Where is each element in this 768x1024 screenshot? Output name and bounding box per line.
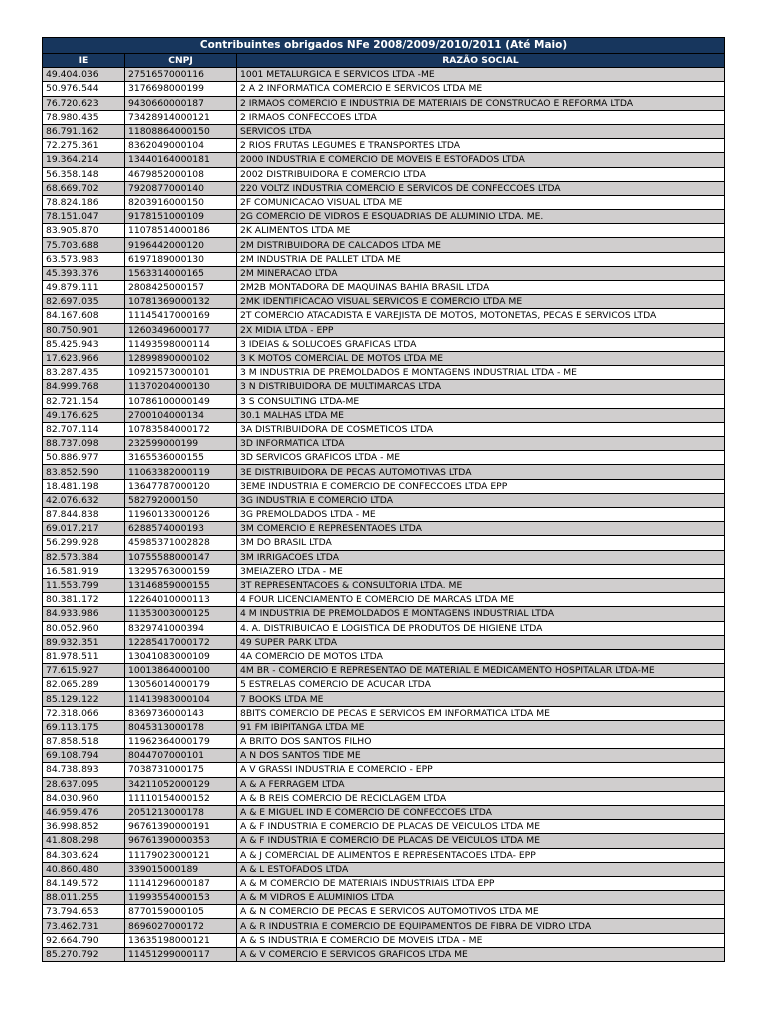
cell-ie: 49.404.036 (43, 68, 125, 82)
cell-ie: 73.794.653 (43, 905, 125, 919)
cell-razao-social: 5 ESTRELAS COMERCIO DE ACUCAR LTDA (237, 678, 725, 692)
cell-razao-social: 49 SUPER PARK LTDA (237, 635, 725, 649)
cell-razao-social: 1001 METALURGICA E SERVICOS LTDA -ME (237, 68, 725, 82)
cell-cnpj: 11110154000152 (125, 791, 237, 805)
cell-razao-social: 2002 DISTRIBUIDORA E COMERCIO LTDA (237, 167, 725, 181)
cell-ie: 75.703.688 (43, 238, 125, 252)
table-row (43, 153, 725, 167)
table-row (43, 124, 725, 138)
cell-ie: 11.553.799 (43, 578, 125, 592)
table-row (43, 380, 725, 394)
cell-cnpj: 8362049000104 (125, 139, 237, 153)
cell-razao-social: 3G PREMOLDADOS LTDA - ME (237, 508, 725, 522)
table-row (43, 578, 725, 592)
cell-cnpj: 11451299000117 (125, 947, 237, 961)
cell-ie: 82.707.114 (43, 422, 125, 436)
table-row (43, 720, 725, 734)
cell-razao-social: 91 FM IBIPITANGA LTDA ME (237, 720, 725, 734)
table-row (43, 309, 725, 323)
cell-cnpj: 12285417000172 (125, 635, 237, 649)
table-row (43, 68, 725, 82)
table-row (43, 493, 725, 507)
cell-cnpj: 96761390000191 (125, 820, 237, 834)
cell-ie: 46.959.476 (43, 805, 125, 819)
cell-ie: 42.076.632 (43, 493, 125, 507)
table-row (43, 550, 725, 564)
table-row (43, 919, 725, 933)
table-row (43, 479, 725, 493)
cell-cnpj: 8203916000150 (125, 195, 237, 209)
cell-cnpj: 6197189000130 (125, 252, 237, 266)
cell-razao-social: 2 A 2 INFORMATICA COMERCIO E SERVICOS LTDA ME (237, 82, 725, 96)
cell-cnpj: 12264010000113 (125, 593, 237, 607)
table-row (43, 408, 725, 422)
header-cnpj: CNPJ (125, 54, 237, 68)
cell-ie: 63.573.983 (43, 252, 125, 266)
cell-razao-social: 3 M INDUSTRIA DE PREMOLDADOS E MONTAGENS INDUSTRIAL LTDA - ME (237, 366, 725, 380)
cell-ie: 77.615.927 (43, 664, 125, 678)
cell-razao-social: 2F COMUNICACAO VISUAL LTDA ME (237, 195, 725, 209)
cell-razao-social: A & F INDUSTRIA E COMERCIO DE PLACAS DE VEICULOS LTDA ME (237, 820, 725, 834)
cell-ie: 56.299.928 (43, 536, 125, 550)
table-row (43, 848, 725, 862)
cell-ie: 78.980.435 (43, 110, 125, 124)
document-table-container (42, 37, 724, 962)
contribuintes-table (42, 37, 725, 962)
cell-razao-social: 2M INDUSTRIA DE PALLET LTDA ME (237, 252, 725, 266)
table-row (43, 564, 725, 578)
cell-cnpj: 9196442000120 (125, 238, 237, 252)
cell-ie: 69.113.175 (43, 720, 125, 734)
cell-ie: 69.108.794 (43, 749, 125, 763)
cell-ie: 82.697.035 (43, 295, 125, 309)
cell-razao-social: 3A DISTRIBUIDORA DE COSMETICOS LTDA (237, 422, 725, 436)
cell-cnpj: 10013864000100 (125, 664, 237, 678)
cell-ie: 78.151.047 (43, 210, 125, 224)
cell-ie: 84.303.624 (43, 848, 125, 862)
cell-ie: 84.999.768 (43, 380, 125, 394)
table-row (43, 337, 725, 351)
cell-razao-social: 7 BOOKS LTDA ME (237, 692, 725, 706)
cell-cnpj: 11179023000121 (125, 848, 237, 862)
cell-ie: 92.664.790 (43, 933, 125, 947)
cell-cnpj: 10786100000149 (125, 394, 237, 408)
cell-ie: 84.030.960 (43, 791, 125, 805)
cell-razao-social: 3 IDEIAS & SOLUCOES GRAFICAS LTDA (237, 337, 725, 351)
table-row (43, 422, 725, 436)
table-row (43, 437, 725, 451)
cell-ie: 41.808.298 (43, 834, 125, 848)
table-row (43, 266, 725, 280)
cell-cnpj: 11145417000169 (125, 309, 237, 323)
cell-cnpj: 2751657000116 (125, 68, 237, 82)
cell-razao-social: 2000 INDUSTRIA E COMERCIO DE MOVEIS E ESTOFADOS LTDA (237, 153, 725, 167)
cell-cnpj: 10755588000147 (125, 550, 237, 564)
cell-razao-social: 3 N DISTRIBUIDORA DE MULTIMARCAS LTDA (237, 380, 725, 394)
table-row (43, 905, 725, 919)
cell-ie: 86.791.162 (43, 124, 125, 138)
cell-ie: 83.852.590 (43, 465, 125, 479)
cell-cnpj: 11493598000114 (125, 337, 237, 351)
table-body (43, 68, 725, 962)
cell-cnpj: 11370204000130 (125, 380, 237, 394)
table-row (43, 834, 725, 848)
cell-razao-social: SERVICOS LTDA (237, 124, 725, 138)
cell-razao-social: A & B REIS COMERCIO DE RECICLAGEM LTDA (237, 791, 725, 805)
cell-ie: 78.824.186 (43, 195, 125, 209)
cell-ie: 85.425.943 (43, 337, 125, 351)
cell-ie: 80.381.172 (43, 593, 125, 607)
cell-razao-social: A & E MIGUEL IND E COMERCIO DE CONFECCOES LTDA (237, 805, 725, 819)
cell-razao-social: 2K ALIMENTOS LTDA ME (237, 224, 725, 238)
cell-razao-social: 2 RIOS FRUTAS LEGUMES E TRANSPORTES LTDA (237, 139, 725, 153)
cell-ie: 82.065.289 (43, 678, 125, 692)
cell-cnpj: 8044707000101 (125, 749, 237, 763)
cell-ie: 49.879.111 (43, 281, 125, 295)
cell-cnpj: 2051213000178 (125, 805, 237, 819)
table-row (43, 522, 725, 536)
cell-razao-social: A & J COMERCIAL DE ALIMENTOS E REPRESENTACOES LTDA- EPP (237, 848, 725, 862)
table-row (43, 649, 725, 663)
cell-cnpj: 8045313000178 (125, 720, 237, 734)
cell-cnpj: 11960133000126 (125, 508, 237, 522)
table-row (43, 933, 725, 947)
table-row (43, 366, 725, 380)
cell-ie: 88.011.255 (43, 891, 125, 905)
cell-razao-social: A & A FERRAGEM LTDA (237, 777, 725, 791)
table-row (43, 777, 725, 791)
table-row (43, 735, 725, 749)
table-row (43, 891, 725, 905)
table-row (43, 195, 725, 209)
cell-cnpj: 13056014000179 (125, 678, 237, 692)
table-row (43, 238, 725, 252)
table-row (43, 110, 725, 124)
cell-razao-social: 220 VOLTZ INDUSTRIA COMERCIO E SERVICOS DE CONFECCOES LTDA (237, 181, 725, 195)
cell-ie: 85.270.792 (43, 947, 125, 961)
cell-razao-social: 3MEIAZERO LTDA - ME (237, 564, 725, 578)
table-row (43, 252, 725, 266)
cell-cnpj: 11353003000125 (125, 607, 237, 621)
cell-ie: 84.149.572 (43, 876, 125, 890)
table-row (43, 536, 725, 550)
cell-razao-social: 3M DO BRASIL LTDA (237, 536, 725, 550)
cell-cnpj: 8770159000105 (125, 905, 237, 919)
cell-razao-social: 4 FOUR LICENCIAMENTO E COMERCIO DE MARCAS LTDA ME (237, 593, 725, 607)
cell-ie: 89.932.351 (43, 635, 125, 649)
table-row (43, 295, 725, 309)
cell-razao-social: 3M COMERCIO E REPRESENTAOES LTDA (237, 522, 725, 536)
cell-razao-social: 4M BR - COMERCIO E REPRESENTAO DE MATERIAL E MEDICAMENTO HOSPITALAR LTDA-ME (237, 664, 725, 678)
cell-cnpj: 11078514000186 (125, 224, 237, 238)
cell-razao-social: 3D INFORMATICA LTDA (237, 437, 725, 451)
table-title: Contribuintes obrigados NFe 2008/2009/2010/2011 (Até Maio) (43, 38, 725, 54)
table-row (43, 224, 725, 238)
cell-ie: 18.481.198 (43, 479, 125, 493)
cell-razao-social: A & S INDUSTRIA E COMERCIO DE MOVEIS LTDA - ME (237, 933, 725, 947)
cell-cnpj: 11993554000153 (125, 891, 237, 905)
cell-razao-social: 2T COMERCIO ATACADISTA E VAREJISTA DE MOTOS, MOTONETAS, PECAS E SERVICOS LTDA (237, 309, 725, 323)
cell-ie: 82.721.154 (43, 394, 125, 408)
table-row (43, 763, 725, 777)
table-row (43, 96, 725, 110)
cell-ie: 80.750.901 (43, 323, 125, 337)
cell-ie: 84.738.893 (43, 763, 125, 777)
cell-razao-social: 3 S CONSULTING LTDA-ME (237, 394, 725, 408)
cell-cnpj: 11808864000150 (125, 124, 237, 138)
cell-razao-social: A & N COMERCIO DE PECAS E SERVICOS AUTOMOTIVOS LTDA ME (237, 905, 725, 919)
cell-razao-social: 3D SERVICOS GRAFICOS LTDA - ME (237, 451, 725, 465)
table-row (43, 607, 725, 621)
cell-cnpj: 13295763000159 (125, 564, 237, 578)
cell-cnpj: 7038731000175 (125, 763, 237, 777)
cell-ie: 83.287.435 (43, 366, 125, 380)
cell-ie: 72.318.066 (43, 706, 125, 720)
cell-razao-social: 8BITS COMERCIO DE PECAS E SERVICOS EM INFORMATICA LTDA ME (237, 706, 725, 720)
cell-razao-social: A & R INDUSTRIA E COMERCIO DE EQUIPAMENTOS DE FIBRA DE VIDRO LTDA (237, 919, 725, 933)
cell-ie: 50.886.977 (43, 451, 125, 465)
table-row (43, 465, 725, 479)
cell-ie: 73.462.731 (43, 919, 125, 933)
cell-razao-social: 4A COMERCIO DE MOTOS LTDA (237, 649, 725, 663)
cell-ie: 80.052.960 (43, 621, 125, 635)
cell-ie: 83.905.870 (43, 224, 125, 238)
cell-cnpj: 1563314000165 (125, 266, 237, 280)
table-row (43, 876, 725, 890)
cell-razao-social: 2M2B MONTADORA DE MAQUINAS BAHIA BRASIL LTDA (237, 281, 725, 295)
cell-cnpj: 34211052000129 (125, 777, 237, 791)
cell-cnpj: 13440164000181 (125, 153, 237, 167)
cell-cnpj: 582792000150 (125, 493, 237, 507)
cell-razao-social: 2X MIDIA LTDA - EPP (237, 323, 725, 337)
cell-cnpj: 3165536000155 (125, 451, 237, 465)
cell-cnpj: 96761390000353 (125, 834, 237, 848)
cell-cnpj: 6288574000193 (125, 522, 237, 536)
cell-cnpj: 9178151000109 (125, 210, 237, 224)
header-razao-social: RAZÃO SOCIAL (237, 54, 725, 68)
cell-razao-social: 3E DISTRIBUIDORA DE PECAS AUTOMOTIVAS LTDA (237, 465, 725, 479)
table-row (43, 181, 725, 195)
table-row (43, 749, 725, 763)
cell-cnpj: 13041083000109 (125, 649, 237, 663)
cell-razao-social: 2M DISTRIBUIDORA DE CALCADOS LTDA ME (237, 238, 725, 252)
table-row (43, 805, 725, 819)
cell-cnpj: 45985371002828 (125, 536, 237, 550)
table-row (43, 791, 725, 805)
cell-cnpj: 8329741000394 (125, 621, 237, 635)
table-row (43, 692, 725, 706)
table-row (43, 820, 725, 834)
cell-ie: 16.581.919 (43, 564, 125, 578)
table-row (43, 82, 725, 96)
cell-razao-social: A & L ESTOFADOS LTDA (237, 862, 725, 876)
cell-cnpj: 232599000199 (125, 437, 237, 451)
cell-razao-social: 2 IRMAOS CONFECCOES LTDA (237, 110, 725, 124)
table-row (43, 593, 725, 607)
cell-razao-social: A & V COMERCIO E SERVICOS GRAFICOS LTDA ME (237, 947, 725, 961)
cell-ie: 17.623.966 (43, 351, 125, 365)
cell-cnpj: 13635198000121 (125, 933, 237, 947)
cell-ie: 87.844.838 (43, 508, 125, 522)
cell-cnpj: 10921573000101 (125, 366, 237, 380)
cell-cnpj: 3176698000199 (125, 82, 237, 96)
cell-ie: 84.167.608 (43, 309, 125, 323)
cell-ie: 82.573.384 (43, 550, 125, 564)
cell-razao-social: A BRITO DOS SANTOS FILHO (237, 735, 725, 749)
cell-cnpj: 8369736000143 (125, 706, 237, 720)
cell-ie: 28.637.095 (43, 777, 125, 791)
table-row (43, 678, 725, 692)
cell-ie: 36.998.852 (43, 820, 125, 834)
cell-ie: 68.669.702 (43, 181, 125, 195)
cell-cnpj: 12899890000102 (125, 351, 237, 365)
table-row (43, 621, 725, 635)
cell-ie: 84.933.986 (43, 607, 125, 621)
cell-cnpj: 10783584000172 (125, 422, 237, 436)
table-row (43, 394, 725, 408)
cell-razao-social: A & M COMERCIO DE MATERIAIS INDUSTRIAIS LTDA EPP (237, 876, 725, 890)
header-ie: IE (43, 54, 125, 68)
cell-ie: 45.393.376 (43, 266, 125, 280)
cell-razao-social: 3T REPRESENTACOES & CONSULTORIA LTDA. ME (237, 578, 725, 592)
cell-cnpj: 11141296000187 (125, 876, 237, 890)
cell-ie: 85.129.122 (43, 692, 125, 706)
cell-cnpj: 11413983000104 (125, 692, 237, 706)
cell-cnpj: 7920877000140 (125, 181, 237, 195)
cell-ie: 19.364.214 (43, 153, 125, 167)
cell-cnpj: 11063382000119 (125, 465, 237, 479)
cell-cnpj: 11962364000179 (125, 735, 237, 749)
cell-ie: 40.860.480 (43, 862, 125, 876)
cell-cnpj: 9430660000187 (125, 96, 237, 110)
cell-ie: 50.976.544 (43, 82, 125, 96)
cell-razao-social: 3M IRRIGACOES LTDA (237, 550, 725, 564)
cell-razao-social: 4. A. DISTRIBUICAO E LOGISTICA DE PRODUTOS DE HIGIENE LTDA (237, 621, 725, 635)
table-row (43, 862, 725, 876)
cell-cnpj: 10781369000132 (125, 295, 237, 309)
cell-razao-social: 2G COMERCIO DE VIDROS E ESQUADRIAS DE ALUMINIO LTDA. ME. (237, 210, 725, 224)
table-row (43, 167, 725, 181)
cell-razao-social: 2 IRMAOS COMERCIO E INDUSTRIA DE MATERIAIS DE CONSTRUCAO E REFORMA LTDA (237, 96, 725, 110)
table-row (43, 635, 725, 649)
cell-ie: 49.176.625 (43, 408, 125, 422)
cell-ie: 88.737.098 (43, 437, 125, 451)
table-row (43, 664, 725, 678)
cell-ie: 69.017.217 (43, 522, 125, 536)
cell-cnpj: 13146859000155 (125, 578, 237, 592)
cell-razao-social: A N DOS SANTOS TIDE ME (237, 749, 725, 763)
cell-cnpj: 8696027000172 (125, 919, 237, 933)
cell-cnpj: 2700104000134 (125, 408, 237, 422)
table-row (43, 139, 725, 153)
cell-ie: 81.978.511 (43, 649, 125, 663)
table-row (43, 210, 725, 224)
cell-razao-social: 3EME INDUSTRIA E COMERCIO DE CONFECCOES LTDA EPP (237, 479, 725, 493)
cell-cnpj: 339015000189 (125, 862, 237, 876)
table-row (43, 451, 725, 465)
cell-ie: 72.275.361 (43, 139, 125, 153)
cell-cnpj: 73428914000121 (125, 110, 237, 124)
cell-razao-social: A & M VIDROS E ALUMINIOS LTDA (237, 891, 725, 905)
cell-cnpj: 4679852000108 (125, 167, 237, 181)
cell-cnpj: 2808425000157 (125, 281, 237, 295)
table-row (43, 947, 725, 961)
cell-razao-social: A & F INDUSTRIA E COMERCIO DE PLACAS DE VEICULOS LTDA ME (237, 834, 725, 848)
cell-razao-social: 3 K MOTOS COMERCIAL DE MOTOS LTDA ME (237, 351, 725, 365)
table-row (43, 706, 725, 720)
cell-ie: 56.358.148 (43, 167, 125, 181)
cell-razao-social: 2M MINERACAO LTDA (237, 266, 725, 280)
cell-razao-social: 3G INDUSTRIA E COMERCIO LTDA (237, 493, 725, 507)
cell-razao-social: 2MK IDENTIFICACAO VISUAL SERVICOS E COMERCIO LTDA ME (237, 295, 725, 309)
table-row (43, 281, 725, 295)
cell-razao-social: 4 M INDUSTRIA DE PREMOLDADOS E MONTAGENS INDUSTRIAL LTDA (237, 607, 725, 621)
cell-razao-social: A V GRASSI INDUSTRIA E COMERCIO - EPP (237, 763, 725, 777)
cell-cnpj: 12603496000177 (125, 323, 237, 337)
cell-ie: 87.858.518 (43, 735, 125, 749)
cell-ie: 76.720.623 (43, 96, 125, 110)
cell-razao-social: 30.1 MALHAS LTDA ME (237, 408, 725, 422)
cell-cnpj: 13647787000120 (125, 479, 237, 493)
table-row (43, 323, 725, 337)
table-row (43, 351, 725, 365)
table-row (43, 508, 725, 522)
